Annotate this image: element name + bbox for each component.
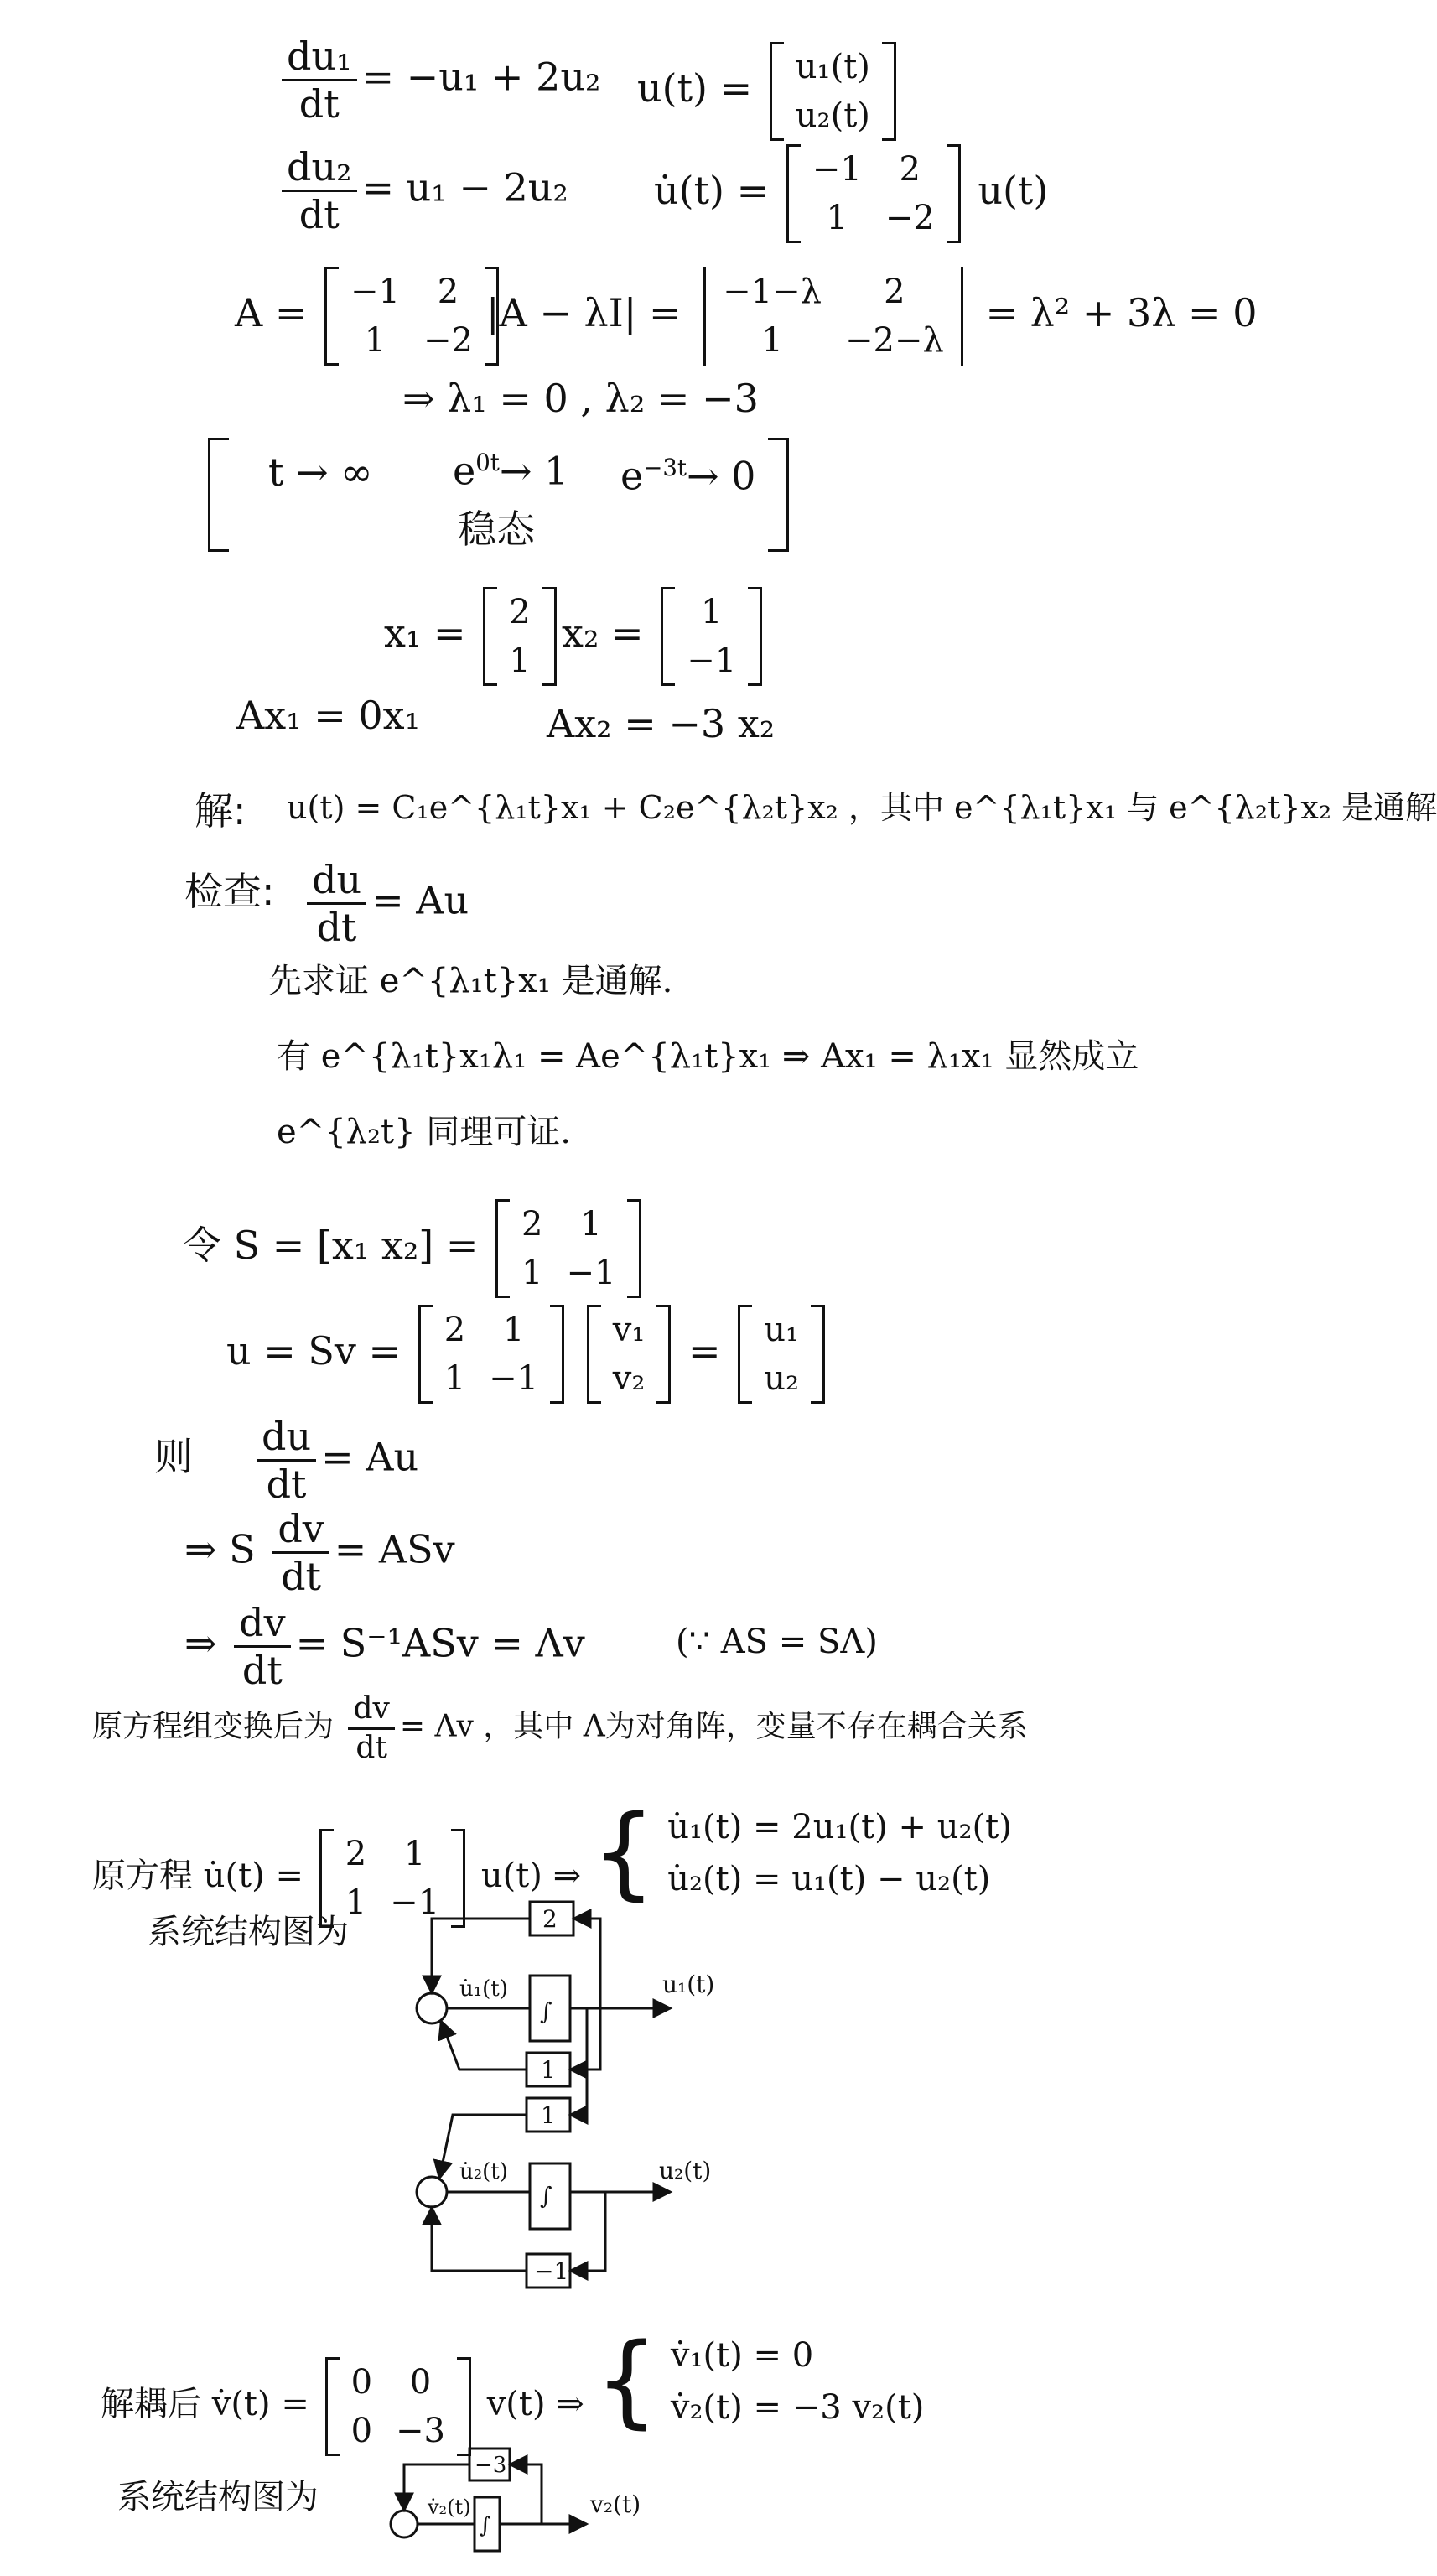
gain-neg1-label: −1 <box>534 2257 569 2285</box>
then-label: 则 <box>154 1434 193 1479</box>
gain-1b-label: 1 <box>541 2101 556 2129</box>
gain-2-label: 2 <box>542 1905 558 1933</box>
ax1-eq: Ax₁ = 0x₁ <box>236 693 421 738</box>
proof-line-1: 先求证 e^{λ₁t}x₁ 是通解. <box>268 962 673 1000</box>
summing-junction-3 <box>391 2511 418 2537</box>
check-label: 检查: <box>184 869 275 914</box>
decoupled-system: 解耦后 v̇(t) = 0 0 0 −3 v(t) ⇒ { v̇₁(t) = 0 v̇₂(t) = −3 v₂(t) <box>101 2331 924 2456</box>
limit-e0: $e^{0t}\to 1$ <box>453 448 569 494</box>
step3-eq: ⇒ $\frac{dv}{dt}$ = S⁻¹ASv = Λv <box>184 1600 585 1693</box>
u-equals-Sv: u = Sv = 2 1 1 −1 v₁ v₂ = u₁ u₂ <box>226 1305 830 1404</box>
S-def: 令 S = [x₁ x₂] = 2 1 1 −1 <box>183 1199 646 1298</box>
orig-system: 原方程 u̇(t) = 2 1 1 −1 u(t) ⇒ { u̇₁(t) = 2u₁(t) + u₂(t) u̇₂(t) = u₁(t) − u₂(t) <box>92 1803 1012 1928</box>
proof-line-3: e^{λ₂t} 同理可证. <box>277 1113 571 1151</box>
u-vector-def: u(t) = u₁(t) u₂(t) <box>637 42 901 141</box>
check-eq: $\frac{du}{dt}$ = Au <box>302 860 469 947</box>
u2-output-label: u₂(t) <box>659 2157 712 2184</box>
gain-1a-label: 1 <box>541 2056 556 2084</box>
structure-title-1: 系统结构图为 <box>148 1913 349 1951</box>
proof-line-2: 有 e^{λ₁t}x₁λ₁ = Ae^{λ₁t}x₁ ⇒ Ax₁ = λ₁x₁ 显然成立 <box>277 1037 1139 1076</box>
eigenvalues: ⇒ λ₁ = 0 , λ₂ = −3 <box>402 376 759 421</box>
then-eq: $\frac{du}{dt}$ = Au <box>252 1417 418 1504</box>
u1-output-label: u₁(t) <box>662 1971 715 1998</box>
steady-state-label: 稳态 <box>458 506 535 552</box>
solution-label: 解: <box>195 788 246 834</box>
left-brace-2: { <box>594 2323 659 2439</box>
udot-def: u̇(t) = −1 2 1 −2 u(t) <box>654 144 1048 243</box>
eigenvector-x2: x₂ = 1 −1 <box>562 587 767 686</box>
v2-output-label: v₂(t) <box>590 2490 641 2518</box>
left-brace: { <box>591 1794 656 1911</box>
gain-neg3-label: −3 <box>475 2453 507 2478</box>
ax2-eq: Ax₂ = −3 x₂ <box>547 701 776 746</box>
characteristic-eq: |A − λI| = −1−λ 2 1 −2−λ = λ² + 3λ = 0 <box>486 267 1257 366</box>
matrix-A: A = −1 2 1 −2 <box>235 267 504 366</box>
u1dot-label: u̇₁(t) <box>459 1976 508 2002</box>
integrator-1-label: ∫ <box>540 1997 552 2025</box>
v2dot-label: v̇₂(t) <box>428 2496 471 2519</box>
eq-du2: $\frac{\text{du₂}}{dt}$ = u₁ − 2u₂ <box>277 148 568 234</box>
eigenvector-x1: x₁ = 2 1 <box>384 587 562 686</box>
limit-t: t → ∞ <box>268 449 373 495</box>
step3-note: (∵ AS = SΛ) <box>676 1623 878 1661</box>
limit-e3: $e^{-3t}\to 0$ <box>620 453 756 499</box>
step2-eq: ⇒ S $\frac{dv}{dt}$ = ASv <box>184 1506 455 1599</box>
integrator-2-label: ∫ <box>540 2182 552 2210</box>
eq-du1: $\frac{\text{du₁}}{dt}$ = −u₁ + 2u₂ <box>277 37 600 123</box>
structure-title-2: 系统结构图为 <box>117 2478 319 2516</box>
transformed-line: 原方程组变换后为 $\frac{dv}{dt}$ = Λv ，其中 Λ为对角阵，变量不存在耦合关系 <box>92 1691 1028 1765</box>
general-solution: u(t) = C₁e^{λ₁t}x₁ + C₂e^{λ₂t}x₂ ，其中 e^{λ₁t}x₁ 与 e^{λ₂t}x₂ 是通解 <box>287 789 1437 826</box>
u2dot-label: u̇₂(t) <box>459 2159 508 2184</box>
integrator-3-label: ∫ <box>480 2513 491 2538</box>
